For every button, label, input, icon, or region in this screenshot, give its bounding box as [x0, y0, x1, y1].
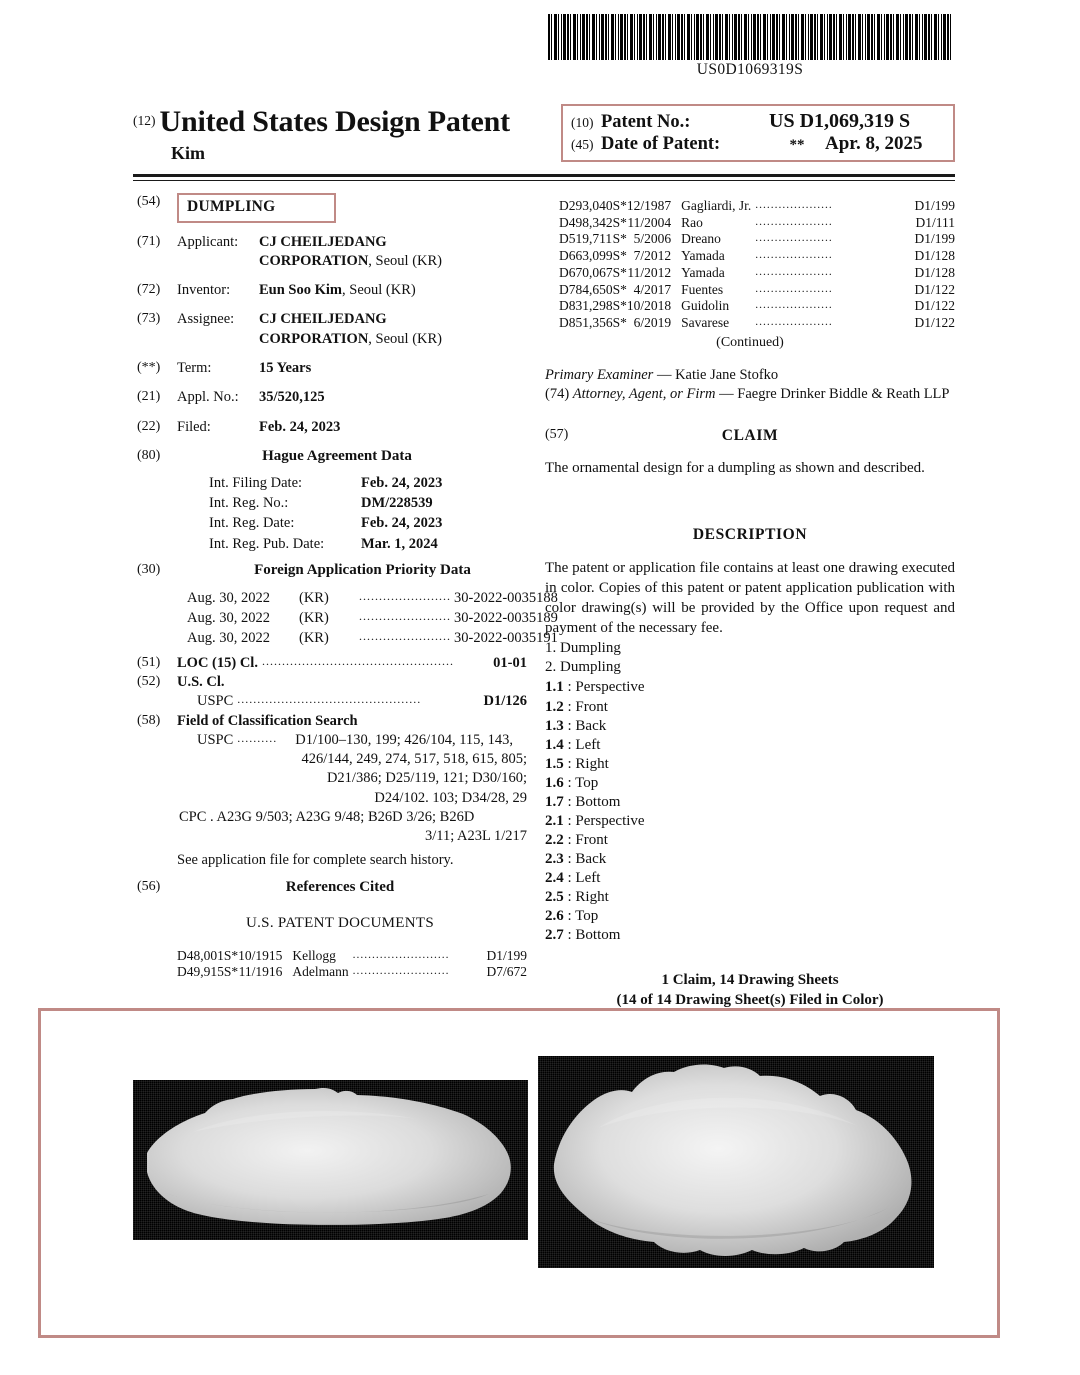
ref-number: D851,356: [559, 315, 613, 331]
ref-class: D1/199: [914, 231, 955, 247]
hague-value: Mar. 1, 2024: [361, 535, 438, 552]
field-inventor: [137, 281, 527, 300]
view-label: : Right: [567, 888, 609, 905]
priority-country: (KR): [299, 589, 329, 606]
view-number: 2.5: [545, 888, 564, 905]
priority-rows: [187, 589, 558, 649]
refs-subheading: U.S. PATENT DOCUMENTS: [246, 914, 434, 931]
attorney-dash: —: [715, 386, 738, 403]
header-divider-thin: [133, 180, 955, 181]
primary-examiner-label: Primary Examiner: [545, 367, 654, 384]
appl-no-value: 35/520,125: [259, 389, 325, 406]
hague-row: [209, 514, 527, 533]
attorney-code: (74): [545, 386, 570, 403]
view-label: : Bottom: [567, 793, 621, 810]
ref-kind: S: [612, 214, 621, 230]
description-text: The patent or application file contains at least one drawing executed in color. Copies of this patent or patent application publication with color drawing(s) will be provided by the Office upon request and payment of the necessary fee.: [545, 560, 955, 636]
view-number: 1.5: [545, 755, 564, 772]
ref-class: D7/672: [486, 964, 527, 980]
barcode-block: [548, 14, 952, 79]
list-item: 2. Dumpling: [545, 659, 621, 676]
priority-date: Aug. 30, 2022: [187, 610, 270, 627]
ref-date: 11/2012: [627, 264, 672, 280]
hague-key: Int. Reg. Date:: [209, 515, 295, 532]
examiner-dash: —: [653, 367, 676, 384]
priority-country: (KR): [299, 610, 329, 627]
appl-no-label: Appl. No.:: [177, 389, 239, 406]
ref-number: D49,915: [177, 964, 224, 980]
view-label: : Perspective: [567, 812, 645, 829]
hague-code: (80): [137, 447, 161, 463]
field-term-code: (**): [137, 360, 161, 376]
field-us-class: [137, 673, 527, 712]
hague-key: Int. Reg. No.:: [209, 495, 289, 512]
primary-examiner-name: Katie Jane Stofko: [675, 367, 779, 384]
ref-name: Rao: [681, 214, 703, 230]
ref-class: D1/111: [915, 214, 955, 230]
view-number: 1.2: [545, 698, 564, 715]
leader-dots: ................................................: [261, 653, 454, 668]
leader-dots: ....................: [755, 199, 833, 211]
attorney-name: Faegre Drinker Biddle & Reath LLP: [737, 386, 950, 403]
continued-marker: (Continued): [716, 334, 784, 350]
priority-date: Aug. 30, 2022: [187, 589, 270, 606]
ref-star: *: [620, 298, 627, 314]
header-title-line: [133, 105, 563, 139]
list-item: [545, 926, 955, 945]
ref-kind: S: [612, 281, 621, 297]
refs-code: (56): [137, 878, 161, 894]
view-label: : Left: [567, 736, 601, 753]
ref-star: *: [620, 214, 627, 230]
hague-value: Feb. 24, 2023: [361, 515, 443, 532]
priority-row: [187, 589, 558, 608]
view-label: : Front: [567, 831, 608, 848]
patent-date-value: Apr. 8, 2025: [825, 133, 923, 154]
leader-dots: ....................: [755, 316, 833, 329]
term-value: 15 Years: [259, 360, 312, 377]
ref-kind: S: [612, 231, 621, 247]
patent-no-value: US D1,069,319 S: [769, 110, 911, 132]
list-item: [545, 850, 955, 869]
field-inventor-code: (72): [137, 282, 161, 298]
list-item: [545, 774, 955, 793]
design-items-list: [545, 639, 955, 677]
field-applicant: [137, 233, 527, 272]
fcs-line: D24/102. 103; D34/28, 29: [374, 789, 527, 806]
ref-number: D670,067: [559, 264, 613, 280]
ref-class: D1/122: [914, 315, 955, 331]
priority-number: 30-2022-0035191: [454, 630, 558, 647]
ref-kind: S: [612, 264, 621, 280]
field-filed-code: (22): [137, 418, 161, 434]
leader-dots: ....................: [755, 249, 833, 262]
ref-date: 5/2006: [633, 231, 672, 247]
view-number: 1.7: [545, 793, 564, 810]
leader-dots: ....................: [755, 299, 833, 312]
cpc-line: 3/11; A23L 1/217: [424, 828, 527, 845]
search-history-note: See application file for complete search history.: [177, 851, 454, 868]
leader-dots: ....................: [755, 215, 833, 228]
ref-date: 10/2018: [626, 298, 672, 314]
ref-kind: S: [612, 298, 621, 314]
leader-dots: ....................: [755, 282, 833, 295]
list-item: [545, 755, 955, 774]
ref-number: D663,099: [559, 248, 613, 264]
view-number: 1.4: [545, 736, 564, 753]
ref-name: Yamada: [681, 248, 725, 264]
fcs-line: 426/144, 249, 274, 517, 518, 615, 805;: [301, 751, 527, 768]
fcs-line: D1/100–130, 199; 426/104, 115, 143,: [295, 731, 514, 748]
view-label: : Bottom: [567, 927, 621, 944]
view-label: : Front: [567, 698, 608, 715]
inventor-label: Inventor:: [177, 282, 231, 299]
uspc-label: USPC: [197, 693, 234, 710]
ref-number: D784,650: [559, 281, 613, 297]
view-number: 2.7: [545, 927, 564, 944]
description-heading: DESCRIPTION: [692, 525, 808, 543]
ref-star: *: [620, 315, 627, 331]
leader-dots: ....................: [755, 232, 833, 245]
list-item: [545, 698, 955, 717]
dumpling-side-view-shape: [133, 1080, 528, 1240]
section-hague: [137, 447, 527, 555]
loc-code: (51): [137, 654, 161, 670]
field-filed: [137, 418, 527, 437]
patent-number-row: [571, 110, 947, 133]
list-item: [545, 736, 955, 755]
ref-number: D519,711: [559, 231, 613, 247]
view-label: : Right: [567, 755, 609, 772]
claim-heading: CLAIM: [721, 427, 779, 445]
header-inventor-surname: Kim: [171, 143, 205, 163]
field-applicant-code: (71): [137, 233, 161, 249]
ref-number: D293,040: [559, 198, 613, 213]
invention-title: DUMPLING: [177, 193, 336, 223]
applicant-city: , Seoul (KR): [368, 252, 443, 269]
priority-code: (30): [137, 561, 161, 577]
view-number: 1.6: [545, 774, 564, 791]
attorney-label: Attorney, Agent, or Firm: [572, 386, 716, 403]
term-label: Term:: [177, 360, 212, 377]
ref-name: Kellogg: [292, 947, 336, 963]
leader-dots: .........................: [352, 965, 450, 978]
barcode-image: [548, 14, 952, 60]
ref-name: Savarese: [681, 315, 730, 331]
uspc-value: D1/126: [483, 693, 527, 710]
header-code: (12): [133, 113, 156, 128]
ref-class: D1/128: [914, 248, 955, 264]
section-field-of-search: [137, 712, 527, 870]
hague-heading: Hague Agreement Data: [262, 447, 412, 464]
list-item: [545, 907, 955, 926]
leader-dots: .......................: [359, 629, 451, 644]
view-number: 1.1: [545, 679, 564, 696]
drawing-annotation-box: [38, 1008, 1000, 1338]
view-label: : Back: [567, 850, 607, 867]
ref-kind: S: [612, 198, 621, 213]
table-row: [559, 315, 955, 332]
cpc-line: A23G 9/503; A23G 9/48; B26D 3/26; B26D: [216, 808, 475, 825]
hague-row: [209, 535, 527, 554]
list-item: [545, 793, 955, 812]
applicant-name-line1: CJ CHEILJEDANG: [259, 233, 387, 250]
list-item: [545, 888, 955, 907]
refs-heading: References Cited: [285, 878, 395, 895]
list-item: [545, 717, 955, 736]
ref-date: 10/1915: [238, 947, 283, 963]
leader-dots: .........................: [352, 948, 450, 961]
header-left: [133, 105, 563, 164]
patent-no-code: (10): [571, 115, 594, 130]
view-label: : Top: [567, 774, 599, 791]
cpc-block: [179, 808, 527, 847]
fcs-uspc-label: USPC: [197, 731, 234, 748]
ref-class: D1/199: [914, 198, 955, 213]
field-title-code: (54): [137, 194, 161, 209]
dumpling-figure-2: [538, 1056, 934, 1268]
fcs-uspc-block: [197, 731, 527, 808]
sheets-line-1: 1 Claim, 14 Drawing Sheets: [661, 972, 839, 989]
barcode-number: US0D1069319S: [696, 61, 804, 78]
cpc-label: CPC: [179, 808, 207, 825]
ref-name: Guidolin: [681, 298, 730, 314]
assignee-city: , Seoul (KR): [368, 330, 443, 347]
examiner-block: [545, 366, 955, 404]
leader-dots: ....................: [755, 265, 833, 278]
ref-date: 12/1987: [626, 198, 672, 213]
us-patent-documents-table: [177, 948, 527, 981]
ref-number: D48,001: [177, 947, 224, 963]
hague-value: DM/228539: [361, 495, 433, 512]
ref-star: *: [620, 281, 627, 297]
ref-name: Yamada: [681, 264, 725, 280]
ref-star: *: [231, 947, 239, 963]
fcs-heading: Field of Classification Search: [177, 712, 358, 729]
list-item: [545, 812, 955, 831]
ref-date: 6/2019: [633, 315, 672, 331]
ref-class: D1/128: [914, 264, 955, 280]
view-number: 2.4: [545, 869, 564, 886]
assignee-label: Assignee:: [177, 311, 235, 328]
ref-star: *: [620, 248, 627, 264]
leader-dots: ..............................................: [237, 692, 422, 707]
ref-number: D831,298: [559, 298, 613, 314]
primary-examiner-line: [545, 366, 955, 385]
dumpling-top-view-shape: [538, 1056, 934, 1268]
patent-number-box: [561, 104, 955, 162]
field-term: [137, 359, 527, 378]
priority-number: 30-2022-0035188: [454, 589, 558, 606]
ref-star: *: [231, 964, 239, 980]
us-patent-documents-continued-table: [559, 198, 955, 332]
view-number: 2.1: [545, 812, 564, 829]
sheets-line-2: (14 of 14 Drawing Sheet(s) Filed in Color): [616, 991, 884, 1008]
hague-key: Int. Filing Date:: [209, 474, 303, 491]
patent-date-label: Date of Patent:: [601, 134, 721, 154]
claim-section-header: [545, 426, 955, 447]
fcs-line: D21/386; D25/119, 121; D30/160;: [326, 770, 527, 787]
uscl-code: (52): [137, 673, 161, 689]
filed-value: Feb. 24, 2023: [259, 418, 341, 435]
dumpling-figure-1: [133, 1080, 528, 1240]
hague-row: [209, 474, 527, 493]
table-row: [177, 964, 527, 981]
ref-date: 11/2004: [627, 214, 672, 230]
ref-date: 11/1916: [238, 964, 283, 980]
ref-date: 4/2017: [633, 281, 672, 297]
patent-date-row: [571, 133, 947, 155]
applicant-name-line2: CORPORATION: [259, 252, 369, 269]
priority-heading: Foreign Application Priority Data: [254, 561, 471, 578]
ref-name: Adelmann: [292, 964, 349, 980]
priority-row: [187, 629, 558, 648]
ref-name: Fuentes: [681, 281, 724, 297]
priority-date: Aug. 30, 2022: [187, 630, 270, 647]
priority-number: 30-2022-0035189: [454, 610, 558, 627]
leader-dots: .......................: [359, 588, 451, 603]
claim-text: The ornamental design for a dumpling as shown and described.: [545, 459, 925, 476]
ref-class: D1/122: [914, 298, 955, 314]
patent-date-code: (45): [571, 137, 594, 152]
field-loc-class: [137, 654, 527, 673]
view-number: 2.6: [545, 908, 564, 925]
ref-star: *: [620, 198, 627, 213]
priority-row: [187, 609, 558, 628]
leader-dots: .: [210, 808, 217, 825]
attorney-line: [545, 385, 955, 404]
leader-dots: .......................: [359, 609, 451, 624]
list-item: 1. Dumpling: [545, 640, 621, 657]
header-divider-thick: [133, 174, 955, 177]
leader-dots: ..........: [237, 730, 278, 745]
patent-header: [133, 105, 955, 167]
list-item: [545, 831, 955, 850]
hague-row: [209, 494, 527, 513]
ref-kind: S: [223, 964, 232, 980]
fcs-code: (58): [137, 712, 161, 728]
section-priority: [137, 561, 558, 650]
ref-date: 7/2012: [633, 248, 672, 264]
claim-code: (57): [545, 427, 569, 443]
term-asterisk-marker: **: [789, 137, 805, 153]
loc-label: LOC (15) Cl.: [177, 654, 258, 671]
hague-key: Int. Reg. Pub. Date:: [209, 535, 325, 552]
field-assignee-code: (73): [137, 311, 161, 327]
applicant-label: Applicant:: [177, 233, 239, 250]
inventor-name: Eun Soo Kim: [259, 282, 342, 299]
ref-name: Gagliardi, Jr.: [681, 198, 752, 213]
ref-class: D1/199: [486, 947, 527, 963]
section-references-cited: [137, 878, 527, 981]
filed-label: Filed:: [177, 418, 211, 435]
hague-rows: [209, 474, 527, 554]
assignee-name-line2: CORPORATION: [259, 330, 369, 347]
view-label: : Top: [567, 908, 599, 925]
ref-kind: S: [223, 947, 232, 963]
ref-number: D498,342: [559, 214, 613, 230]
view-number: 1.3: [545, 717, 564, 734]
view-label: : Perspective: [567, 679, 645, 696]
view-number: 2.2: [545, 831, 564, 848]
ref-kind: S: [612, 248, 621, 264]
uscl-label: U.S. Cl.: [177, 673, 225, 690]
list-item: [545, 678, 955, 697]
ref-star: *: [620, 231, 627, 247]
patent-no-label: Patent No.:: [601, 112, 691, 132]
priority-country: (KR): [299, 630, 329, 647]
ref-name: Dreano: [681, 231, 721, 247]
view-number: 2.3: [545, 850, 564, 867]
hague-value: Feb. 24, 2023: [361, 474, 443, 491]
view-label: : Left: [567, 869, 601, 886]
ref-kind: S: [612, 315, 621, 331]
bibliographic-right-column: [545, 198, 955, 1010]
field-appl-no: [137, 388, 527, 407]
assignee-name-line1: CJ CHEILJEDANG: [259, 311, 387, 328]
ref-star: *: [620, 264, 627, 280]
drawing-sheets-summary: [545, 971, 955, 1010]
loc-value: 01-01: [493, 654, 527, 671]
field-appl-code: (21): [137, 389, 161, 405]
view-label: : Back: [567, 717, 607, 734]
page-title: United States Design Patent: [159, 105, 510, 138]
inventor-city: , Seoul (KR): [342, 282, 416, 299]
ref-class: D1/122: [914, 281, 955, 297]
view-list: [545, 678, 955, 945]
list-item: [545, 869, 955, 888]
field-title: [137, 193, 527, 223]
field-assignee: [137, 310, 527, 349]
